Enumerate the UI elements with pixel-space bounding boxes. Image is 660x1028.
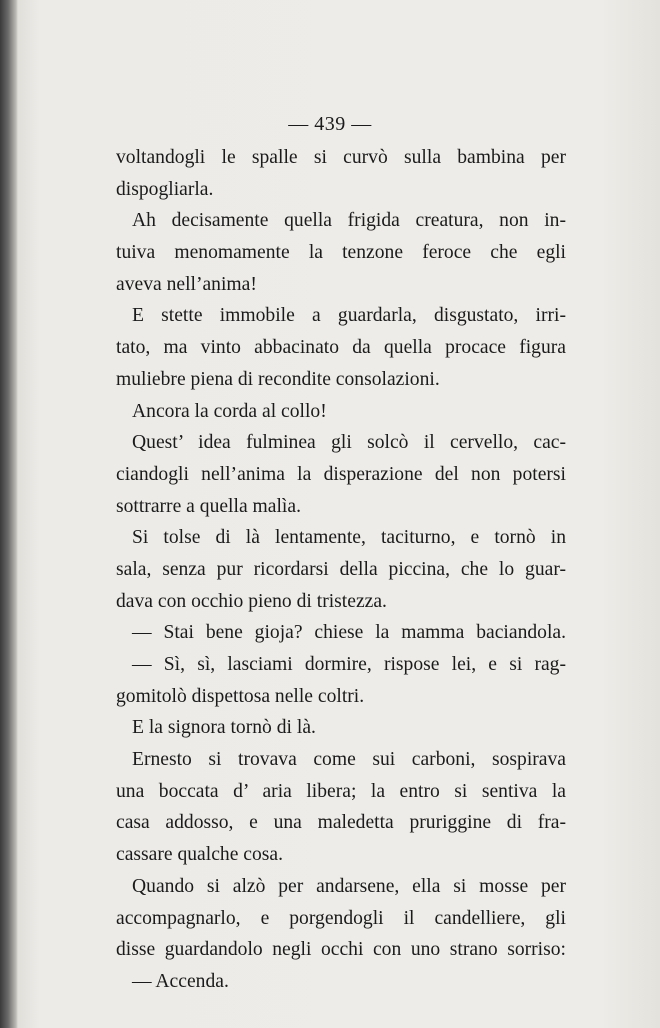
text-line: ciandogli nell’anima la disperazione del non potersi (116, 463, 566, 485)
text-line: dispogliarla. (116, 178, 214, 200)
text-line: Quest’ idea fulminea gli solcò il cervello, cac- (132, 432, 566, 454)
text-line: una boccata d’ aria libera; la entro si sentiva la (116, 780, 566, 802)
page-number: — 439 — (288, 113, 372, 135)
text-line: casa addosso, e una maledetta pruriggine di fra- (116, 812, 566, 834)
text-line: voltandogli le spalle si curvò sulla bambina per (116, 147, 566, 168)
text-line: dava con occhio pieno di tristezza. (116, 590, 387, 612)
text-line: — Sì, sì, lasciami dormire, rispose lei, e si rag- (132, 654, 566, 675)
text-line: tuiva menomamente la tenzone feroce che egli (116, 242, 566, 264)
text-line: — Accenda. (132, 970, 229, 992)
text-line: Ah decisamente quella frigida creatura, non in- (132, 210, 566, 232)
text-line: disse guardandolo negli occhi con uno strano sorriso: (116, 939, 566, 961)
text-line: accompagnarlo, e porgendogli il candelliere, gli (116, 907, 566, 929)
text-line: Ancora la corda al collo! (132, 400, 327, 422)
page-text-body (116, 142, 566, 998)
text-line: sottrarre a quella malìa. (116, 495, 301, 517)
text-line: Quando si alzò per andarsene, ella si mosse per (132, 875, 566, 897)
text-line: tato, ma vinto abbacinato da quella procace figura (116, 337, 566, 359)
text-line: gomitolò dispettosa nelle coltri. (116, 685, 365, 707)
book-spine-shadow (0, 0, 18, 1028)
text-line: Ernesto si trovava come sui carboni, sospirava (132, 749, 566, 771)
text-line: E stette immobile a guardarla, disgustato, irri- (132, 305, 566, 327)
text-line: Si tolse di là lentamente, taciturno, e tornò in (132, 527, 566, 549)
text-line: E la signora tornò di là. (132, 717, 316, 739)
text-line: cassare qualche cosa. (116, 844, 283, 866)
text-line: sala, senza pur ricordarsi della piccina, che lo guar- (116, 558, 566, 580)
text-line: — Stai bene gioja? chiese la mamma baciandola. (132, 622, 566, 644)
text-line: muliebre piena di recondite consolazioni. (116, 368, 440, 390)
text-line: aveva nell’anima! (116, 273, 257, 295)
